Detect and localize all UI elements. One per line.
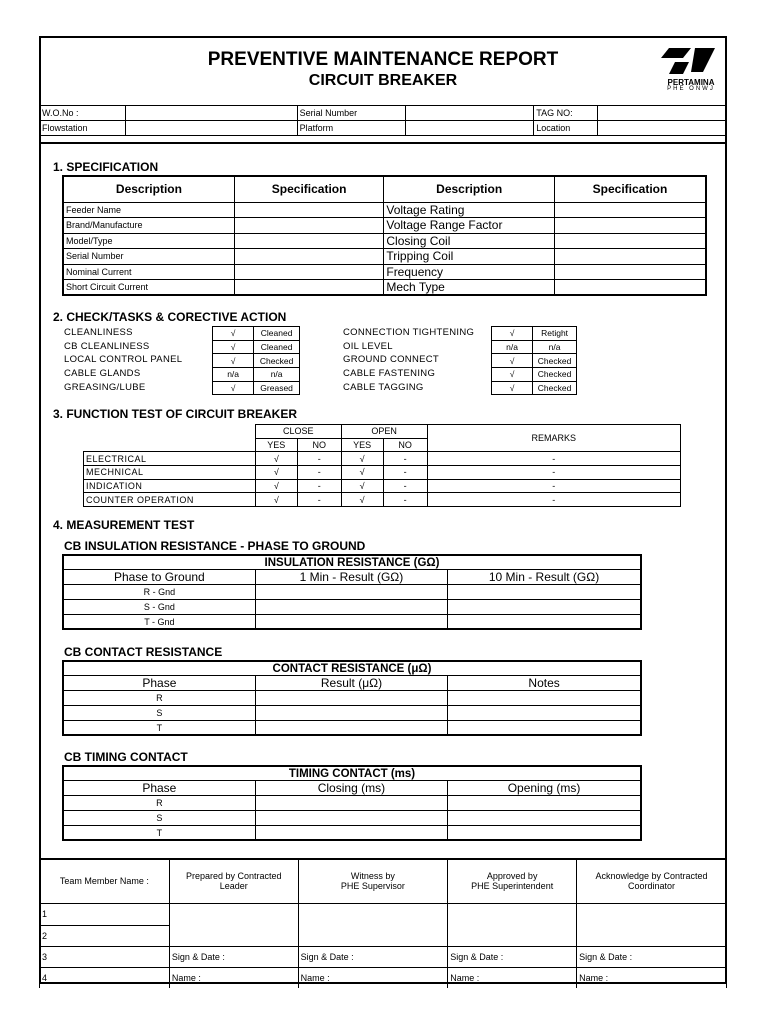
check-action[interactable]: Checked bbox=[254, 354, 300, 368]
prepared-name[interactable]: Name : bbox=[169, 967, 298, 988]
spec-right-label: Mech Type bbox=[384, 280, 555, 296]
insulation-table bbox=[62, 554, 642, 630]
spec-row bbox=[63, 218, 706, 234]
contact-subtitle: CB CONTACT RESISTANCE bbox=[64, 645, 223, 659]
serial-number-label: Serial Number bbox=[297, 106, 405, 121]
check-mark[interactable]: √ bbox=[213, 327, 254, 341]
close-no-cell[interactable]: - bbox=[297, 493, 341, 507]
spec-col-spec-1: Specification bbox=[234, 176, 383, 202]
insulation-10min-value[interactable] bbox=[448, 585, 641, 600]
contact-phase: S bbox=[63, 706, 255, 721]
spec-left-value[interactable] bbox=[234, 218, 383, 234]
open-no-cell[interactable]: - bbox=[383, 452, 427, 466]
acknowledge-line-1: Acknowledge by Contracted bbox=[595, 871, 708, 882]
spec-table bbox=[62, 175, 707, 296]
timing-closing-value[interactable] bbox=[255, 825, 447, 840]
acknowledge-by-label bbox=[577, 860, 727, 903]
prepared-sign-date[interactable]: Sign & Date : bbox=[169, 946, 298, 967]
insulation-phase: T - Gnd bbox=[63, 614, 255, 629]
spec-left-label: Model/Type bbox=[63, 233, 234, 249]
header-info-table bbox=[39, 105, 727, 136]
check-mark[interactable]: √ bbox=[213, 354, 254, 368]
open-no-cell[interactable]: - bbox=[383, 466, 427, 480]
close-yes-cell[interactable]: √ bbox=[255, 493, 297, 507]
spec-row bbox=[63, 249, 706, 265]
check-action[interactable]: Cleaned bbox=[254, 327, 300, 341]
spec-left-value[interactable] bbox=[234, 264, 383, 280]
contact-col-notes: Notes bbox=[448, 676, 641, 691]
contact-notes-value[interactable] bbox=[448, 691, 641, 706]
approved-line-2: PHE Superintendent bbox=[471, 881, 554, 892]
close-yes-cell[interactable]: √ bbox=[255, 466, 297, 480]
timing-phase: T bbox=[63, 825, 255, 840]
spec-left-label: Nominal Current bbox=[63, 264, 234, 280]
timing-row bbox=[63, 825, 641, 840]
spec-right-value[interactable] bbox=[554, 233, 706, 249]
approved-name[interactable]: Name : bbox=[448, 967, 577, 988]
open-yes-header: YES bbox=[341, 438, 383, 452]
check-label: CONNECTION TIGHTENING bbox=[343, 327, 475, 338]
contact-result-value[interactable] bbox=[255, 691, 447, 706]
contact-row bbox=[63, 720, 641, 735]
check-action[interactable]: Greased bbox=[254, 381, 300, 395]
location-field[interactable] bbox=[598, 121, 727, 136]
measurement-section-title: 4. MEASUREMENT TEST bbox=[53, 518, 195, 532]
timing-subtitle: CB TIMING CONTACT bbox=[64, 750, 188, 764]
prepared-by-label bbox=[169, 860, 298, 903]
approved-line-1: Approved by bbox=[486, 871, 538, 882]
check-action[interactable]: Checked bbox=[533, 354, 577, 368]
checks-left-labels bbox=[64, 326, 182, 395]
contact-notes-value[interactable] bbox=[448, 720, 641, 735]
wo-no-field[interactable] bbox=[125, 106, 297, 121]
contact-row bbox=[63, 691, 641, 706]
spec-row bbox=[63, 264, 706, 280]
timing-phase: S bbox=[63, 811, 255, 826]
close-header: CLOSE bbox=[255, 425, 341, 439]
insulation-1min-value[interactable] bbox=[255, 600, 447, 615]
spec-left-label: Brand/Manufacture bbox=[63, 218, 234, 234]
open-yes-cell[interactable]: √ bbox=[341, 466, 383, 480]
check-mark[interactable]: √ bbox=[492, 354, 533, 368]
insulation-col-phase: Phase to Ground bbox=[63, 570, 255, 585]
spec-right-label: Voltage Range Factor bbox=[384, 218, 555, 234]
insulation-1min-value[interactable] bbox=[255, 614, 447, 629]
open-yes-cell[interactable]: √ bbox=[341, 479, 383, 493]
report-subtitle: CIRCUIT BREAKER bbox=[308, 72, 458, 89]
spec-col-desc-2: Description bbox=[384, 176, 555, 202]
close-no-cell[interactable]: - bbox=[297, 452, 341, 466]
insulation-row bbox=[63, 614, 641, 629]
contact-header: CONTACT RESISTANCE (μΩ) bbox=[63, 661, 641, 676]
timing-phase: R bbox=[63, 796, 255, 811]
wo-no-label: W.O.No : bbox=[40, 106, 126, 121]
close-no-header: NO bbox=[297, 438, 341, 452]
witness-line-1: Witness by bbox=[350, 871, 395, 882]
contact-notes-value[interactable] bbox=[448, 706, 641, 721]
open-yes-cell[interactable]: √ bbox=[341, 452, 383, 466]
function-test-label: ELECTRICAL bbox=[84, 452, 256, 466]
function-test-row bbox=[84, 479, 681, 493]
team-member-2[interactable]: 2 bbox=[40, 925, 170, 946]
timing-col-opening: Opening (ms) bbox=[448, 781, 641, 796]
acknowledge-name[interactable]: Name : bbox=[577, 967, 727, 988]
checks-right-table bbox=[491, 326, 577, 395]
check-action[interactable]: n/a bbox=[533, 340, 577, 354]
timing-closing-value[interactable] bbox=[255, 796, 447, 811]
platform-label: Platform bbox=[297, 121, 405, 136]
acknowledge-sign-date[interactable]: Sign & Date : bbox=[577, 946, 727, 967]
function-test-section-title: 3. FUNCTION TEST OF CIRCUIT BREAKER bbox=[53, 407, 298, 421]
check-action[interactable]: Cleaned bbox=[254, 340, 300, 354]
acknowledge-signature-area[interactable] bbox=[577, 903, 727, 946]
function-test-row bbox=[84, 466, 681, 480]
spec-left-value[interactable] bbox=[234, 233, 383, 249]
close-yes-cell[interactable]: √ bbox=[255, 479, 297, 493]
prepared-line-2: Leader bbox=[219, 881, 248, 892]
insulation-phase: R - Gnd bbox=[63, 585, 255, 600]
contact-phase: T bbox=[63, 720, 255, 735]
spec-row bbox=[63, 202, 706, 218]
remarks-cell[interactable]: - bbox=[427, 493, 680, 507]
check-action[interactable]: Retight bbox=[533, 327, 577, 341]
remarks-cell[interactable]: - bbox=[427, 452, 680, 466]
open-no-cell[interactable]: - bbox=[383, 493, 427, 507]
timing-row bbox=[63, 811, 641, 826]
flowstation-field[interactable] bbox=[125, 121, 297, 136]
check-action[interactable]: Checked bbox=[533, 368, 577, 382]
spec-right-value[interactable] bbox=[554, 202, 706, 218]
spec-col-spec-2: Specification bbox=[554, 176, 706, 202]
check-label: CLEANLINESS bbox=[64, 327, 133, 338]
spec-left-label: Serial Number bbox=[63, 249, 234, 265]
spec-right-label: Tripping Coil bbox=[384, 249, 555, 265]
spec-right-value[interactable] bbox=[554, 264, 706, 280]
spec-right-label: Frequency bbox=[384, 264, 555, 280]
checks-right-labels bbox=[343, 326, 474, 395]
remarks-header: REMARKS bbox=[427, 425, 680, 452]
serial-number-field[interactable] bbox=[405, 106, 534, 121]
insulation-row bbox=[63, 585, 641, 600]
open-no-header: NO bbox=[383, 438, 427, 452]
check-label: CABLE FASTENING bbox=[343, 368, 436, 380]
check-action[interactable]: Checked bbox=[533, 381, 577, 395]
spec-right-value[interactable] bbox=[554, 218, 706, 234]
close-yes-cell[interactable]: √ bbox=[255, 452, 297, 466]
function-test-blank bbox=[84, 425, 256, 452]
timing-row bbox=[63, 796, 641, 811]
insulation-10min-value[interactable] bbox=[448, 600, 641, 615]
logo-sub: PHE ONWJ bbox=[667, 86, 715, 92]
check-mark[interactable]: √ bbox=[213, 340, 254, 354]
team-member-label: Team Member Name : bbox=[40, 860, 170, 903]
timing-closing-value[interactable] bbox=[255, 811, 447, 826]
check-label: CABLE GLANDS bbox=[64, 368, 141, 380]
check-label: OIL LEVEL bbox=[343, 340, 393, 352]
prepared-signature-area[interactable] bbox=[169, 903, 298, 946]
spec-row bbox=[63, 233, 706, 249]
insulation-phase: S - Gnd bbox=[63, 600, 255, 615]
check-label: LOCAL CONTROL PANEL bbox=[64, 354, 183, 366]
witness-signature-area[interactable] bbox=[298, 903, 448, 946]
contact-row bbox=[63, 706, 641, 721]
team-member-4[interactable]: 4 bbox=[40, 967, 170, 988]
open-yes-cell[interactable]: √ bbox=[341, 493, 383, 507]
contact-result-value[interactable] bbox=[255, 720, 447, 735]
timing-header: TIMING CONTACT (ms) bbox=[63, 766, 641, 781]
function-test-label: COUNTER OPERATION bbox=[84, 493, 256, 507]
function-test-label: INDICATION bbox=[84, 479, 256, 493]
spec-row bbox=[63, 280, 706, 296]
insulation-1min-value[interactable] bbox=[255, 585, 447, 600]
check-mark[interactable]: √ bbox=[213, 381, 254, 395]
function-test-row bbox=[84, 452, 681, 466]
contact-phase: R bbox=[63, 691, 255, 706]
tag-no-label: TAG NO: bbox=[534, 106, 598, 121]
check-action[interactable]: n/a bbox=[254, 368, 300, 382]
close-no-cell[interactable]: - bbox=[297, 466, 341, 480]
spec-left-value[interactable] bbox=[234, 280, 383, 296]
timing-opening-value[interactable] bbox=[448, 825, 641, 840]
contact-table bbox=[62, 660, 642, 736]
spec-left-value[interactable] bbox=[234, 202, 383, 218]
remarks-cell[interactable]: - bbox=[427, 466, 680, 480]
team-member-1[interactable]: 1 bbox=[40, 903, 170, 925]
check-label: CABLE TAGGING bbox=[343, 381, 424, 393]
acknowledge-line-2: Coordinator bbox=[628, 881, 676, 892]
check-label: GREASING/LUBE bbox=[64, 381, 146, 393]
approved-by-label bbox=[448, 860, 577, 903]
spec-left-label: Feeder Name bbox=[63, 202, 234, 218]
witness-sign-date[interactable]: Sign & Date : bbox=[298, 946, 448, 967]
flowstation-label: Flowstation bbox=[40, 121, 126, 136]
approved-signature-area[interactable] bbox=[448, 903, 577, 946]
check-mark[interactable]: n/a bbox=[492, 340, 533, 354]
close-no-cell[interactable]: - bbox=[297, 479, 341, 493]
contact-result-value[interactable] bbox=[255, 706, 447, 721]
insulation-10min-value[interactable] bbox=[448, 614, 641, 629]
spec-right-label: Voltage Rating bbox=[384, 202, 555, 218]
check-label: CB CLEANLINESS bbox=[64, 340, 150, 352]
open-header: OPEN bbox=[341, 425, 427, 439]
witness-name[interactable]: Name : bbox=[298, 967, 448, 988]
contact-col-result: Result (μΩ) bbox=[255, 676, 447, 691]
pertamina-logo bbox=[661, 44, 721, 100]
insulation-subtitle: CB INSULATION RESISTANCE - PHASE TO GROUND bbox=[64, 539, 366, 553]
check-mark[interactable]: √ bbox=[492, 368, 533, 382]
tag-no-field[interactable] bbox=[598, 106, 727, 121]
location-label: Location bbox=[534, 121, 598, 136]
check-mark[interactable]: √ bbox=[492, 381, 533, 395]
pertamina-logo-icon bbox=[661, 44, 721, 78]
check-label: GROUND CONNECT bbox=[343, 354, 440, 366]
checks-left-table bbox=[212, 326, 300, 395]
insulation-header: INSULATION RESISTANCE (GΩ) bbox=[63, 555, 641, 570]
remarks-cell[interactable]: - bbox=[427, 479, 680, 493]
signature-table bbox=[39, 860, 727, 988]
spec-right-value[interactable] bbox=[554, 249, 706, 265]
logo-name: PERTAMINA bbox=[667, 78, 715, 87]
insulation-col-10min: 10 Min - Result (GΩ) bbox=[448, 570, 641, 585]
spec-right-label: Closing Coil bbox=[384, 233, 555, 249]
function-test-table bbox=[83, 424, 681, 507]
timing-opening-value[interactable] bbox=[448, 796, 641, 811]
function-test-label: MECHNICAL bbox=[84, 466, 256, 480]
open-no-cell[interactable]: - bbox=[383, 479, 427, 493]
witness-line-2: PHE Supervisor bbox=[340, 881, 405, 892]
check-mark[interactable]: √ bbox=[492, 327, 533, 341]
timing-col-phase: Phase bbox=[63, 781, 255, 796]
spec-section-title: 1. SPECIFICATION bbox=[53, 160, 159, 174]
approved-sign-date[interactable]: Sign & Date : bbox=[448, 946, 577, 967]
function-test-row bbox=[84, 493, 681, 507]
platform-field[interactable] bbox=[405, 121, 534, 136]
team-member-3[interactable]: 3 bbox=[40, 946, 170, 967]
contact-col-phase: Phase bbox=[63, 676, 255, 691]
spec-left-label: Short Circuit Current bbox=[63, 280, 234, 296]
timing-col-closing: Closing (ms) bbox=[255, 781, 447, 796]
check-mark[interactable]: n/a bbox=[213, 368, 254, 382]
spec-right-value[interactable] bbox=[554, 280, 706, 296]
report-form bbox=[39, 36, 727, 984]
spec-col-desc-1: Description bbox=[63, 176, 234, 202]
insulation-col-1min: 1 Min - Result (GΩ) bbox=[255, 570, 447, 585]
insulation-row bbox=[63, 600, 641, 615]
close-yes-header: YES bbox=[255, 438, 297, 452]
spec-left-value[interactable] bbox=[234, 249, 383, 265]
prepared-line-1: Prepared by Contracted bbox=[185, 871, 282, 882]
timing-opening-value[interactable] bbox=[448, 811, 641, 826]
report-title: PREVENTIVE MAINTENANCE REPORT bbox=[207, 49, 559, 70]
header-divider bbox=[41, 142, 725, 144]
timing-table bbox=[62, 765, 642, 841]
witness-by-label bbox=[298, 860, 448, 903]
checks-section-title: 2. CHECK/TASKS & CORECTIVE ACTION bbox=[53, 310, 287, 324]
